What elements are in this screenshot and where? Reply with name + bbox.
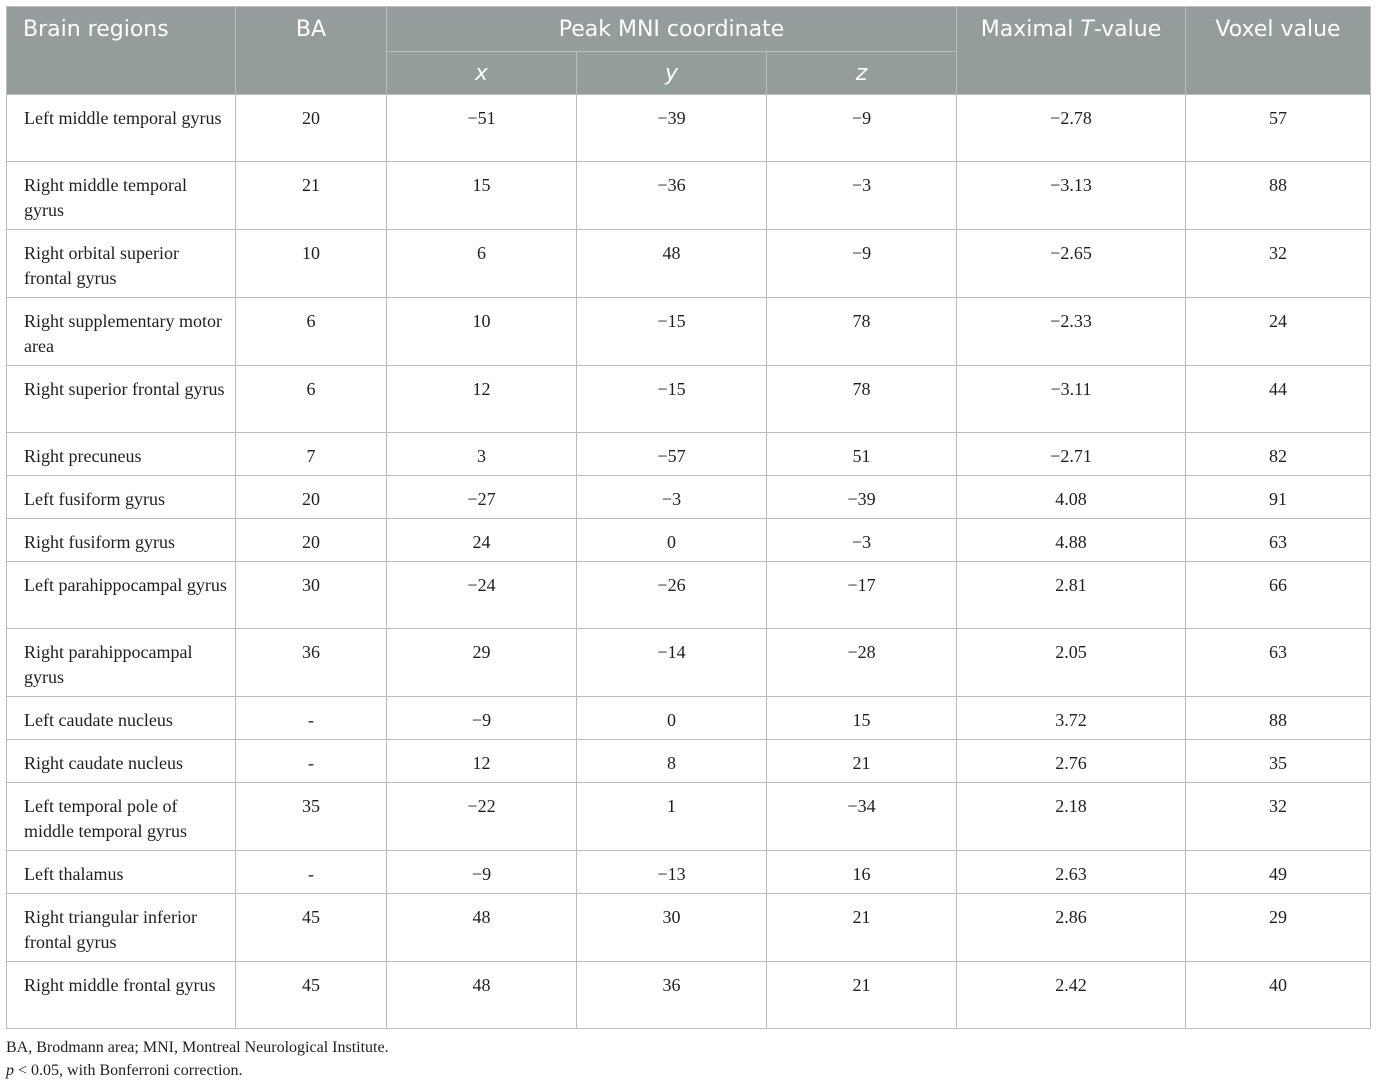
cell-brain-region: Right caudate nucleus [7, 740, 236, 783]
cell-x: 12 [387, 366, 577, 433]
cell-voxel-value: 63 [1186, 519, 1371, 562]
table-row [7, 740, 1371, 783]
cell-t-value: −3.11 [957, 366, 1186, 433]
cell-brain-region: Right precuneus [7, 433, 236, 476]
cell-x: 12 [387, 740, 577, 783]
cell-ba: 45 [236, 894, 387, 962]
table-row [7, 519, 1371, 562]
table-row [7, 894, 1371, 962]
table-row [7, 783, 1371, 851]
cell-y: 0 [577, 697, 767, 740]
cell-t-value: 4.88 [957, 519, 1186, 562]
cell-brain-region: Left temporal pole of middle temporal gyrus [7, 783, 236, 851]
cell-brain-region: Left fusiform gyrus [7, 476, 236, 519]
footnote-p-text: < 0.05, with Bonferroni correction. [14, 1062, 243, 1079]
cell-x: 3 [387, 433, 577, 476]
header-x: x [387, 52, 577, 95]
table-row [7, 230, 1371, 298]
cell-voxel-value: 35 [1186, 740, 1371, 783]
cell-brain-region: Right middle temporal gyrus [7, 162, 236, 230]
cell-voxel-value: 29 [1186, 894, 1371, 962]
cell-y: 48 [577, 230, 767, 298]
footnote-p-symbol: p [6, 1062, 14, 1079]
cell-y: −15 [577, 298, 767, 366]
cell-z: −17 [767, 562, 957, 629]
cell-t-value: −2.78 [957, 95, 1186, 162]
cell-brain-region: Left caudate nucleus [7, 697, 236, 740]
results-table-container [6, 6, 1370, 1029]
cell-t-value: 2.42 [957, 962, 1186, 1029]
cell-ba: - [236, 851, 387, 894]
cell-x: 48 [387, 894, 577, 962]
header-brain-regions: Brain regions [7, 7, 236, 95]
header-voxel-value: Voxel value [1186, 7, 1371, 95]
cell-x: 48 [387, 962, 577, 1029]
table-row [7, 629, 1371, 697]
cell-y: −13 [577, 851, 767, 894]
table-row [7, 366, 1371, 433]
cell-x: 15 [387, 162, 577, 230]
cell-brain-region: Right supplementary motor area [7, 298, 236, 366]
header-z: z [767, 52, 957, 95]
cell-t-value: −2.71 [957, 433, 1186, 476]
cell-z: 51 [767, 433, 957, 476]
cell-t-value: 3.72 [957, 697, 1186, 740]
cell-y: −15 [577, 366, 767, 433]
cell-t-value: 2.86 [957, 894, 1186, 962]
cell-x: −9 [387, 697, 577, 740]
cell-ba: - [236, 740, 387, 783]
cell-z: 21 [767, 740, 957, 783]
cell-t-value: −2.33 [957, 298, 1186, 366]
cell-z: −28 [767, 629, 957, 697]
table-row [7, 562, 1371, 629]
cell-y: −36 [577, 162, 767, 230]
cell-ba: 21 [236, 162, 387, 230]
cell-y: 1 [577, 783, 767, 851]
cell-voxel-value: 66 [1186, 562, 1371, 629]
cell-ba: 45 [236, 962, 387, 1029]
cell-z: 21 [767, 894, 957, 962]
cell-y: −39 [577, 95, 767, 162]
header-t-prefix: Maximal [980, 17, 1081, 42]
cell-t-value: 4.08 [957, 476, 1186, 519]
cell-x: 6 [387, 230, 577, 298]
cell-z: −34 [767, 783, 957, 851]
cell-y: −57 [577, 433, 767, 476]
cell-voxel-value: 49 [1186, 851, 1371, 894]
cell-t-value: 2.05 [957, 629, 1186, 697]
cell-ba: 20 [236, 476, 387, 519]
cell-t-value: −3.13 [957, 162, 1186, 230]
cell-voxel-value: 32 [1186, 783, 1371, 851]
cell-x: −22 [387, 783, 577, 851]
cell-z: 78 [767, 298, 957, 366]
cell-ba: - [236, 697, 387, 740]
cell-voxel-value: 88 [1186, 697, 1371, 740]
cell-y: −26 [577, 562, 767, 629]
cell-z: −9 [767, 230, 957, 298]
cell-x: 24 [387, 519, 577, 562]
table-row [7, 298, 1371, 366]
cell-y: 0 [577, 519, 767, 562]
cell-ba: 35 [236, 783, 387, 851]
cell-voxel-value: 88 [1186, 162, 1371, 230]
header-peak-mni-coordinate: Peak MNI coordinate [387, 7, 957, 52]
cell-z: −3 [767, 519, 957, 562]
cell-z: 16 [767, 851, 957, 894]
table-footnotes [6, 1036, 389, 1082]
cell-t-value: 2.81 [957, 562, 1186, 629]
cell-voxel-value: 91 [1186, 476, 1371, 519]
cell-z: 21 [767, 962, 957, 1029]
cell-ba: 6 [236, 366, 387, 433]
cell-voxel-value: 63 [1186, 629, 1371, 697]
cell-t-value: −2.65 [957, 230, 1186, 298]
header-t-suffix: -value [1093, 17, 1162, 42]
cell-voxel-value: 24 [1186, 298, 1371, 366]
table-row [7, 962, 1371, 1029]
cell-z: −9 [767, 95, 957, 162]
cell-ba: 30 [236, 562, 387, 629]
header-y: y [577, 52, 767, 95]
cell-x: 10 [387, 298, 577, 366]
cell-t-value: 2.76 [957, 740, 1186, 783]
cell-z: −3 [767, 162, 957, 230]
header-maximal-t-value [957, 7, 1186, 95]
cell-brain-region: Right orbital superior frontal gyrus [7, 230, 236, 298]
cell-y: 30 [577, 894, 767, 962]
cell-ba: 36 [236, 629, 387, 697]
cell-voxel-value: 57 [1186, 95, 1371, 162]
table-row [7, 476, 1371, 519]
cell-z: −39 [767, 476, 957, 519]
cell-ba: 6 [236, 298, 387, 366]
cell-voxel-value: 44 [1186, 366, 1371, 433]
brain-regions-table [6, 6, 1371, 1029]
cell-z: 78 [767, 366, 957, 433]
cell-voxel-value: 82 [1186, 433, 1371, 476]
table-row [7, 433, 1371, 476]
cell-brain-region: Right parahippocampal gyrus [7, 629, 236, 697]
cell-x: −24 [387, 562, 577, 629]
cell-brain-region: Left parahippocampal gyrus [7, 562, 236, 629]
cell-x: 29 [387, 629, 577, 697]
cell-x: −9 [387, 851, 577, 894]
cell-brain-region: Left thalamus [7, 851, 236, 894]
cell-ba: 10 [236, 230, 387, 298]
cell-y: 36 [577, 962, 767, 1029]
cell-brain-region: Right middle frontal gyrus [7, 962, 236, 1029]
cell-ba: 20 [236, 95, 387, 162]
cell-t-value: 2.63 [957, 851, 1186, 894]
footnote-significance [6, 1059, 389, 1082]
cell-x: −27 [387, 476, 577, 519]
cell-brain-region: Left middle temporal gyrus [7, 95, 236, 162]
cell-z: 15 [767, 697, 957, 740]
cell-x: −51 [387, 95, 577, 162]
cell-voxel-value: 32 [1186, 230, 1371, 298]
table-row [7, 95, 1371, 162]
table-row [7, 851, 1371, 894]
cell-ba: 20 [236, 519, 387, 562]
header-t-italic: T [1080, 17, 1094, 42]
cell-t-value: 2.18 [957, 783, 1186, 851]
cell-brain-region: Right fusiform gyrus [7, 519, 236, 562]
cell-brain-region: Right triangular inferior frontal gyrus [7, 894, 236, 962]
table-header [7, 7, 1371, 95]
cell-y: −3 [577, 476, 767, 519]
header-ba: BA [236, 7, 387, 95]
cell-y: −14 [577, 629, 767, 697]
cell-voxel-value: 40 [1186, 962, 1371, 1029]
cell-ba: 7 [236, 433, 387, 476]
footnote-abbreviations: BA, Brodmann area; MNI, Montreal Neurological Institute. [6, 1039, 389, 1056]
table-row [7, 697, 1371, 740]
cell-brain-region: Right superior frontal gyrus [7, 366, 236, 433]
cell-y: 8 [577, 740, 767, 783]
table-body [7, 95, 1371, 1029]
table-row [7, 162, 1371, 230]
